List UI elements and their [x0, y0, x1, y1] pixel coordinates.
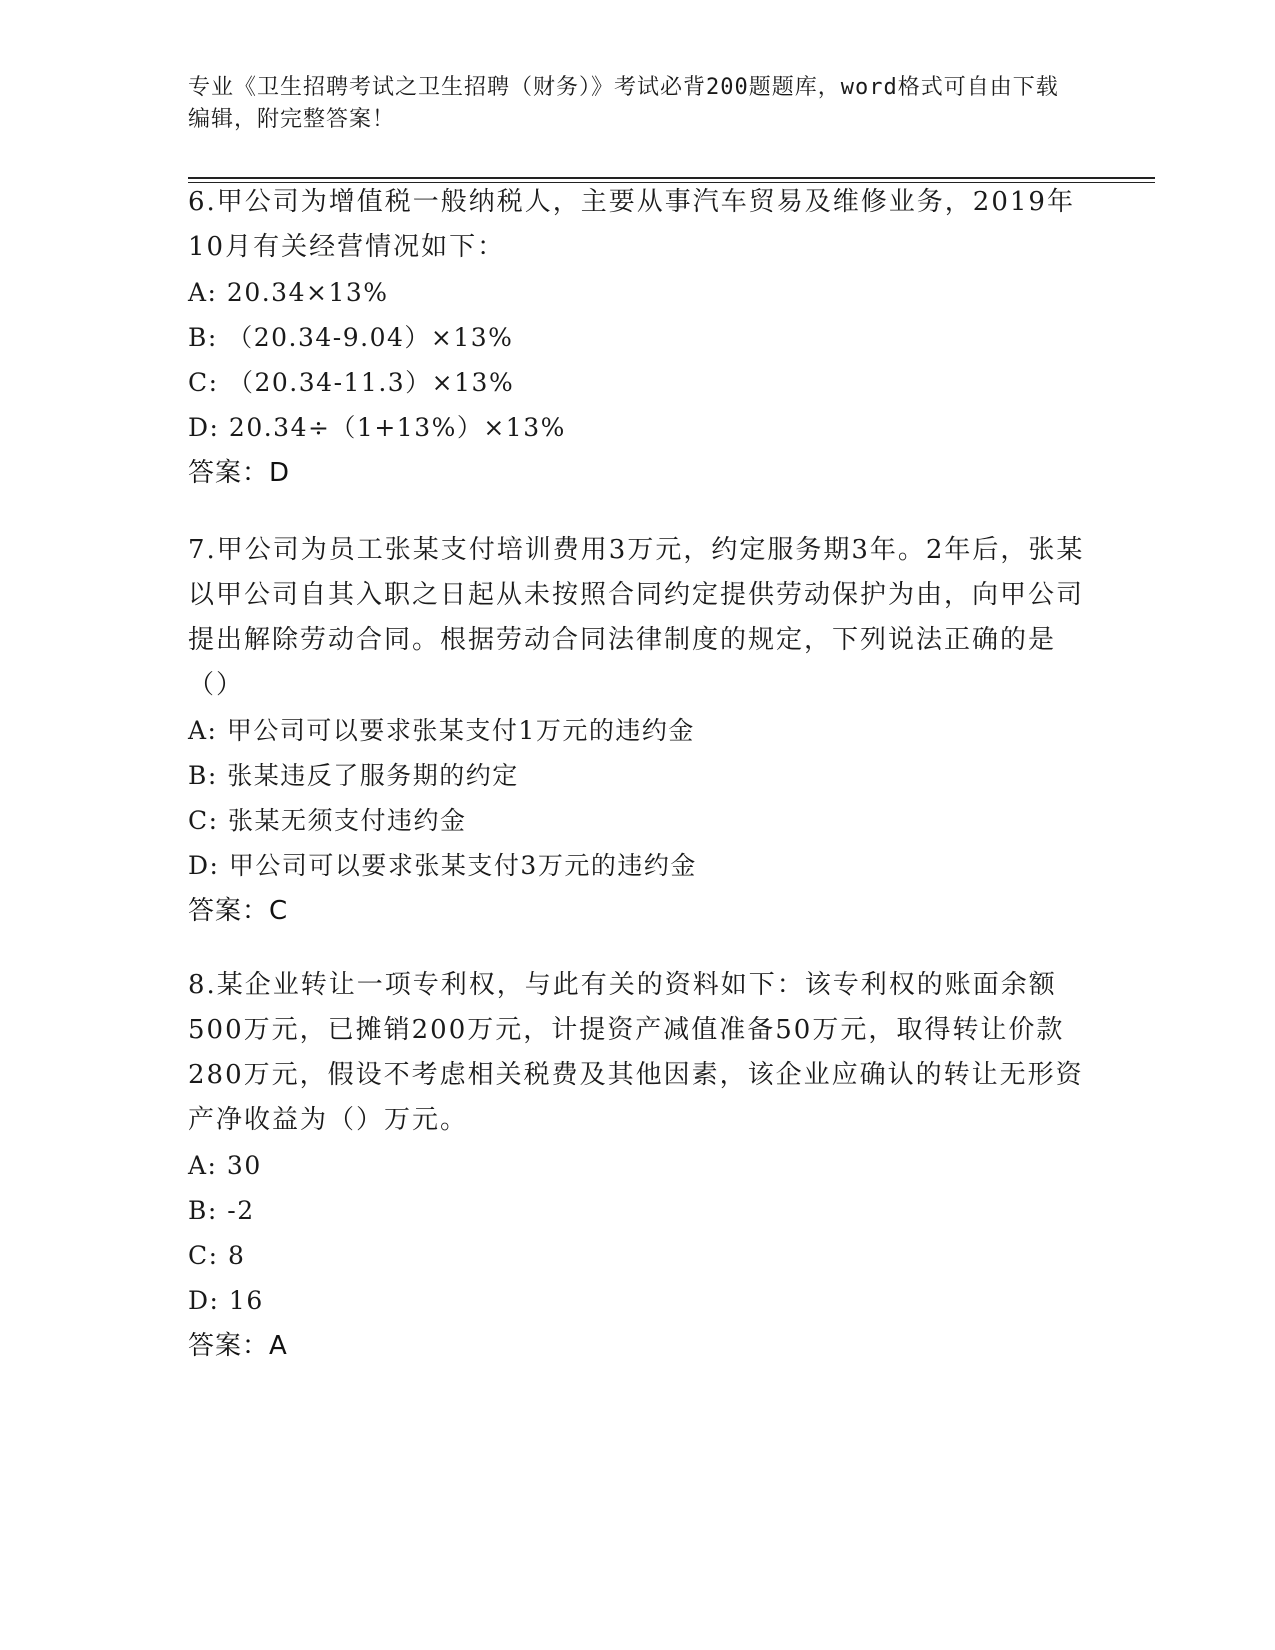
option-b: B: 张某违反了服务期的约定 — [188, 761, 519, 790]
question-7 — [188, 528, 1088, 934]
header-divider-thick — [188, 177, 1155, 179]
question-stem: 8.某企业转让一项专利权，与此有关的资料如下：该专利权的账面余额500万元，已摊销200万元，计提资产减值准备50万元，取得转让价款280万元，假设不考虑相关税费及其他因素，该企业应确认的转让无形资产净收益为（）万元。 — [188, 970, 1084, 1135]
option-a: A: 甲公司可以要求张某支付1万元的违约金 — [188, 716, 695, 745]
question-6 — [188, 180, 1088, 496]
option-a: A: 30 — [188, 1151, 262, 1180]
answer: 答案：C — [188, 896, 289, 926]
option-b: B: -2 — [188, 1196, 255, 1225]
answer: 答案：A — [188, 1331, 288, 1361]
option-a: A: 20.34×13% — [188, 278, 389, 307]
question-stem: 6.甲公司为增值税一般纳税人，主要从事汽车贸易及维修业务，2019年10月有关经营情况如下： — [188, 187, 1075, 262]
option-c: C: 8 — [188, 1241, 246, 1270]
question-8 — [188, 963, 1088, 1369]
option-d: D: 16 — [188, 1286, 264, 1315]
option-d: D: 20.34÷（1+13%）×13% — [188, 413, 566, 442]
option-d: D: 甲公司可以要求张某支付3万元的违约金 — [188, 851, 697, 880]
option-c: C: （20.34-11.3）×13% — [188, 368, 515, 397]
option-b: B: （20.34-9.04）×13% — [188, 323, 514, 352]
option-c: C: 张某无须支付违约金 — [188, 806, 467, 835]
answer: 答案：D — [188, 458, 291, 488]
question-stem: 7.甲公司为员工张某支付培训费用3万元，约定服务期3年。2年后，张某以甲公司自其入职之日起从未按照合同约定提供劳动保护为由，向甲公司提出解除劳动合同。根据劳动合同法律制度的规定，下列说法正确的是（） — [188, 535, 1085, 700]
document-header: 专业《卫生招聘考试之卫生招聘（财务）》考试必背200题题库，word格式可自由下载编辑，附完整答案！ — [188, 75, 1059, 132]
